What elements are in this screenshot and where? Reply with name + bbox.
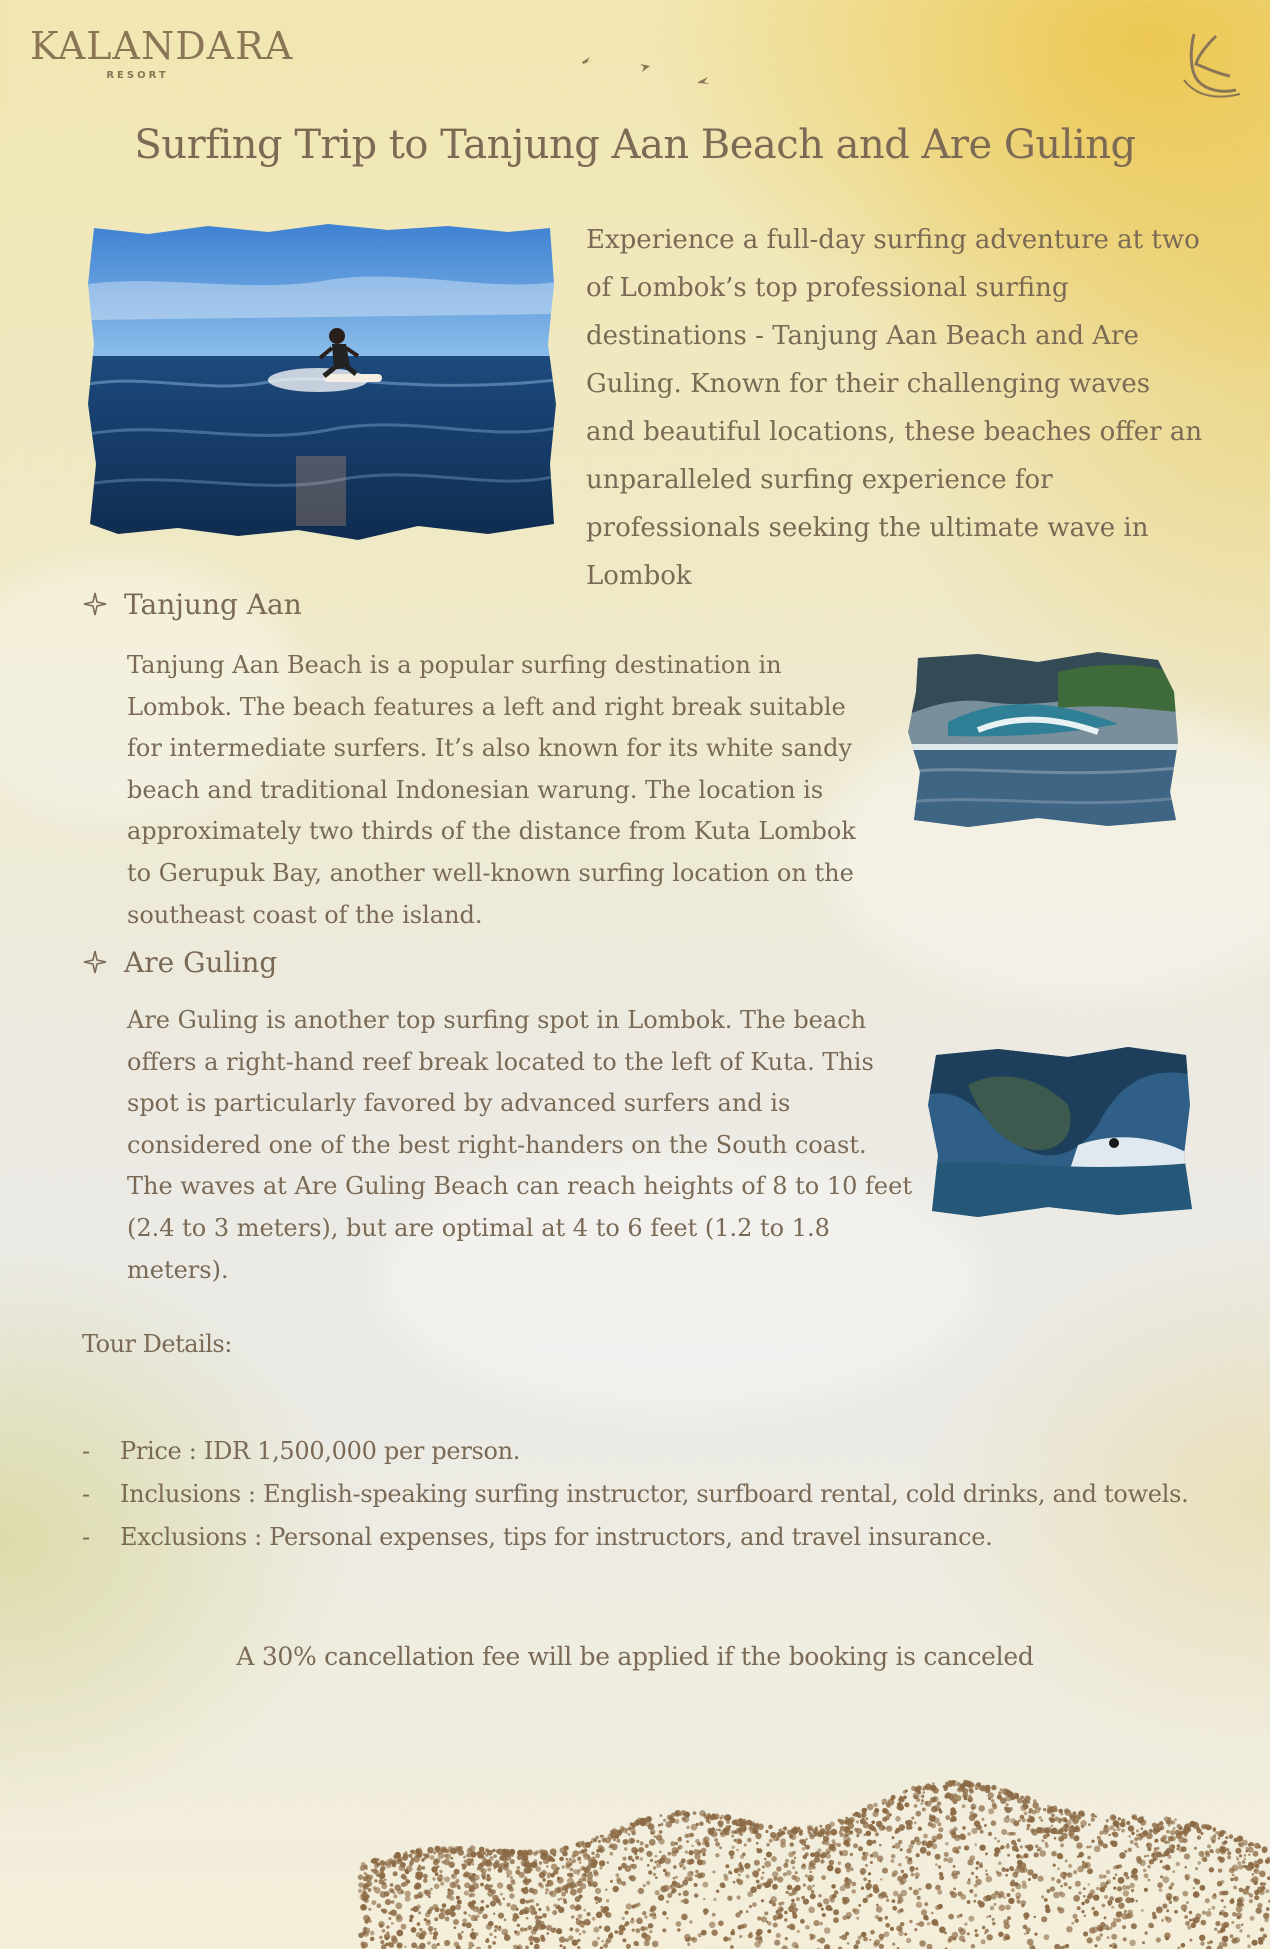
tanjung-aan-wave-photo — [908, 652, 1178, 827]
price-detail: Price : IDR 1,500,000 per person. — [120, 1437, 521, 1465]
tour-details-label: Tour Details: — [82, 1330, 232, 1358]
intro-paragraph: Experience a full-day surfing adventure at two of Lombok’s top professional surfing destinations - Tanjung Aan Beach and Are Guling. Known for their challenging waves and beautiful locations, these beaches offer an unparalleled surfing experience for professionals seeking the ultimate wave in Lombok — [586, 225, 1203, 591]
section-text-are-guling: Are Guling is another top surfing spot in Lombok. The beach offers a right-hand reef break located to the left of Kuta. This spot is particularly favored by advanced surfers and is considered one of the best right-handers on the South coast. The waves at Are Guling Beach can reach heights of 8 to 10 feet (2.4 to 3 meters), but are optimal at 4 to 6 feet (1.2 to 1.8 meters). — [127, 1006, 912, 1284]
sparkle-icon — [82, 949, 108, 975]
surfer-photo — [88, 224, 556, 540]
stippled-wave-decoration — [0, 1740, 1270, 1949]
tour-details-list — [82, 1430, 1222, 1559]
list-item — [82, 1516, 1222, 1559]
sparkle-icon — [82, 591, 108, 617]
bird-icon — [698, 77, 710, 84]
monogram-logo — [1170, 28, 1242, 100]
section-heading-label: Tanjung Aan — [124, 588, 302, 621]
list-item — [82, 1473, 1222, 1516]
section-heading-label: Are Guling — [124, 946, 278, 979]
list-dash: - — [82, 1437, 90, 1465]
list-dash: - — [82, 1523, 90, 1551]
list-dash: - — [82, 1480, 90, 1508]
section-heading-tanjung-aan — [82, 588, 302, 621]
list-item — [82, 1430, 1222, 1473]
section-text-tanjung-aan: Tanjung Aan Beach is a popular surfing destination in Lombok. The beach features a left and right break suitable for intermediate surfers. It’s also known for its white sandy beach and traditional Indonesian warung. The location is approximately two thirds of the distance from Kuta Lombok to Gerupuk Bay, another well-known surfing location on the southeast coast of the island. — [127, 651, 856, 929]
page-title: Surfing Trip to Tanjung Aan Beach and Are Guling — [134, 122, 1136, 168]
bird-icon — [582, 57, 593, 64]
birds-illustration — [578, 52, 718, 96]
brand-logo — [30, 24, 294, 81]
section-heading-are-guling — [82, 946, 277, 979]
exclusions-detail: Exclusions : Personal expenses, tips for instructors, and travel insurance. — [120, 1523, 993, 1551]
monogram-icon — [1170, 28, 1242, 100]
inclusions-detail: Inclusions : English-speaking surfing instructor, surfboard rental, cold drinks, and towels. — [120, 1480, 1189, 1508]
are-guling-barrel-photo — [928, 1045, 1192, 1217]
bird-icon — [640, 64, 650, 72]
cancellation-note: A 30% cancellation fee will be applied if the booking is canceled — [236, 1642, 1034, 1671]
brand-subtitle: RESORT — [106, 70, 169, 81]
brand-name: KALANDARA — [30, 24, 294, 68]
